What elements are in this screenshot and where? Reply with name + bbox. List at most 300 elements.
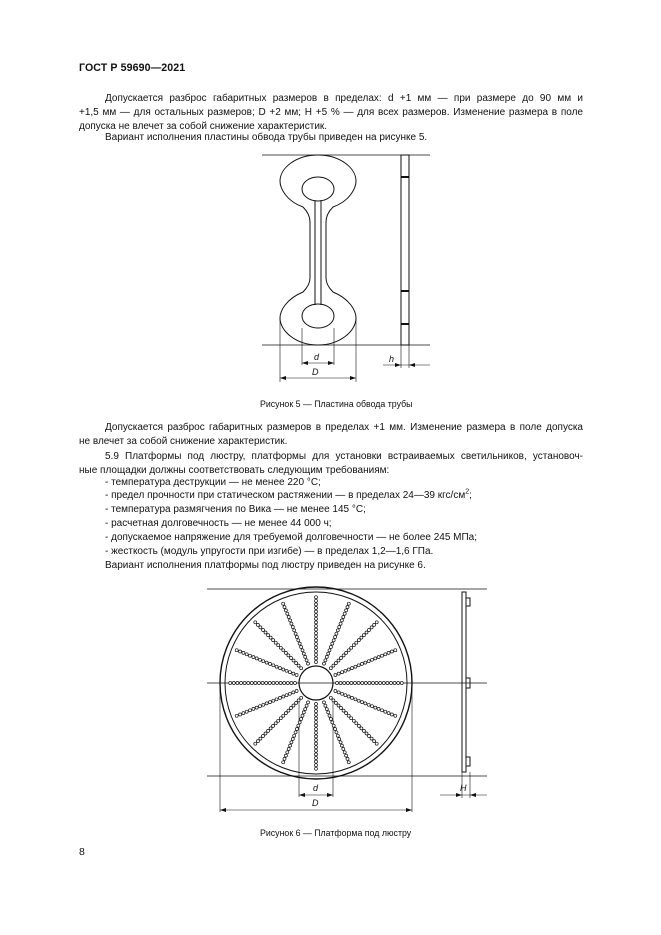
spoke-bead — [282, 649, 285, 652]
spoke-bead — [315, 764, 318, 767]
spoke-bead — [393, 682, 396, 685]
spoke-bead — [337, 691, 340, 694]
spoke-bead — [368, 735, 371, 738]
spoke-bead — [295, 728, 298, 731]
spoke-bead — [279, 646, 282, 649]
paragraph-line: +1,5 мм — для остальных размеров; D +2 мм; H +5 % — для всех размеров. Изменение размера в поле — [79, 107, 583, 118]
spoke-bead — [315, 703, 318, 706]
spoke-bead — [297, 639, 300, 642]
spoke-bead — [315, 728, 318, 731]
spoke-bead — [390, 682, 393, 685]
spoke-bead — [269, 701, 272, 704]
spoke-bead — [239, 650, 242, 653]
spoke-bead — [243, 682, 246, 685]
fig6-label-H: H — [460, 783, 467, 793]
spoke-bead — [298, 642, 301, 645]
paragraph-line: Допускается разброс габаритных размеров в пределах +1 мм. Изменение размера в поле допуска — [105, 422, 583, 433]
spoke-bead — [295, 662, 298, 665]
spoke-bead — [315, 724, 318, 727]
spoke-bead — [334, 701, 337, 704]
fig5-upper-hole — [302, 177, 334, 201]
spoke-bead — [334, 662, 337, 665]
spoke-bead — [265, 661, 268, 664]
spoke-bead — [315, 735, 318, 738]
requirement-item: - температура размягчения по Вика — не менее 145 °C; — [105, 504, 366, 515]
spoke-bead — [347, 668, 350, 671]
paragraph-line: 5.9 Платформы под люстру, платформы для установки встраиваемых светильников, установоч- — [105, 451, 583, 462]
spoke-bead — [275, 698, 278, 701]
spoke-bead — [315, 653, 318, 656]
spoke-bead — [240, 682, 243, 685]
spoke-bead — [324, 704, 327, 707]
spoke-bead — [343, 751, 346, 754]
spoke-bead — [315, 646, 318, 649]
spoke-bead — [304, 708, 307, 711]
spoke-bead — [297, 699, 300, 702]
spoke-bead — [300, 646, 303, 649]
spoke-bead — [301, 649, 304, 652]
spoke-bead — [295, 701, 298, 704]
spoke-bead — [373, 623, 376, 626]
spoke-bead — [360, 636, 363, 639]
spoke-bead — [300, 696, 303, 699]
spoke-bead — [290, 657, 293, 660]
spoke-bead — [332, 664, 335, 667]
spoke-bead — [339, 682, 342, 685]
spoke-bead — [288, 692, 291, 695]
spoke-bead — [315, 599, 318, 602]
spoke-bead — [328, 714, 331, 717]
spoke-bead — [285, 694, 288, 697]
spoke-bead — [254, 682, 257, 685]
spoke-bead — [247, 682, 250, 685]
spoke-bead — [344, 694, 347, 697]
spoke-bead — [287, 654, 290, 657]
spoke-bead — [292, 691, 295, 694]
spoke-bead — [355, 641, 358, 644]
spoke-bead — [264, 631, 267, 634]
spoke-bead — [350, 646, 353, 649]
spoke-bead — [344, 669, 347, 672]
spoke-bead — [364, 661, 367, 664]
spoke-bead — [329, 667, 332, 670]
spoke-bead — [272, 664, 275, 667]
spoke-bead — [269, 636, 272, 639]
spoke-bead — [375, 621, 378, 624]
spoke-bead — [287, 616, 290, 619]
spoke-bead — [274, 722, 277, 725]
figure5-caption: Рисунок 5 — Пластина обвода трубы — [260, 399, 413, 409]
spoke-bead — [294, 632, 297, 635]
spoke-bead — [343, 682, 346, 685]
fig5-side-view — [401, 155, 409, 345]
requirement-item: - расчетная долговечность — не менее 44 000 ч; — [105, 518, 332, 529]
spoke-bead — [377, 656, 380, 659]
spoke-bead — [291, 738, 294, 741]
spoke-bead — [307, 662, 310, 665]
spoke-bead — [272, 639, 275, 642]
spoke-bead — [254, 621, 257, 624]
figure6-caption: Рисунок 6 — Платформа под люстру — [260, 828, 412, 838]
spoke-bead — [229, 682, 232, 685]
spoke-bead — [274, 641, 277, 644]
spoke-bead — [351, 696, 354, 699]
spoke-bead — [327, 652, 330, 655]
spoke-bead — [315, 639, 318, 642]
spoke-bead — [262, 660, 265, 663]
spoke-bead — [368, 682, 371, 685]
spoke-bead — [315, 607, 318, 610]
spoke-bead — [282, 714, 285, 717]
spoke-bead — [293, 734, 296, 737]
spoke-bead — [367, 703, 370, 706]
spoke-bead — [302, 652, 305, 655]
spoke-bead — [315, 713, 318, 716]
spoke-bead — [294, 682, 297, 685]
spoke-bead — [336, 629, 339, 632]
spoke-bead — [323, 662, 326, 665]
fig5-label-D: D — [312, 367, 319, 377]
spoke-bead — [284, 609, 287, 612]
spoke-bead — [252, 707, 255, 710]
spoke-bead — [289, 744, 292, 747]
spoke-bead — [262, 735, 265, 738]
spoke-bead — [245, 653, 248, 656]
spoke-bead — [362, 634, 365, 637]
spoke-bead — [315, 657, 318, 660]
spoke-bead — [301, 714, 304, 717]
spoke-bead — [335, 632, 338, 635]
spoke-bead — [283, 757, 286, 760]
spoke-bead — [279, 717, 282, 720]
spoke-bead — [365, 631, 368, 634]
spoke-bead — [361, 701, 364, 704]
spoke-bead — [390, 713, 393, 716]
spoke-bead — [323, 701, 326, 704]
spoke-bead — [340, 619, 343, 622]
spoke-bead — [347, 602, 350, 605]
spoke-bead — [315, 661, 318, 664]
spoke-bead — [286, 612, 289, 615]
spoke-bead — [292, 672, 295, 675]
spoke-bead — [346, 757, 349, 760]
fig5-label-h: h — [389, 354, 395, 364]
spoke-bead — [315, 710, 318, 713]
spoke-bead — [394, 714, 397, 717]
spoke-bead — [331, 721, 334, 724]
spoke-bead — [357, 664, 360, 667]
spoke-bead — [282, 695, 285, 698]
paragraph-figure6-ref: Вариант исполнения платформы под люстру приведен на рисунке 6. — [105, 560, 426, 571]
spoke-bead — [315, 628, 318, 631]
spoke-bead — [331, 642, 334, 645]
spoke-bead — [295, 636, 298, 639]
fig5-lower-hole — [302, 304, 334, 328]
spoke-bead — [350, 717, 353, 720]
spoke-bead — [329, 646, 332, 649]
spoke-bead — [290, 741, 293, 744]
spoke-bead — [337, 672, 340, 675]
spoke-bead — [337, 704, 340, 707]
spoke-bead — [361, 682, 364, 685]
spoke-bead — [315, 717, 318, 720]
paragraph-line: допуска не влечет за собой снижение характеристик. — [79, 121, 328, 132]
spoke-bead — [334, 728, 337, 731]
spoke-bead — [264, 732, 267, 735]
spoke-bead — [343, 612, 346, 615]
spoke-bead — [265, 702, 268, 705]
spoke-bead — [284, 651, 287, 654]
paragraph-line: Допускается разброс габаритных размеров в пределах: d +1 мм — при размере до 90 мм и — [105, 93, 583, 104]
spoke-bead — [340, 744, 343, 747]
spoke-bead — [265, 682, 268, 685]
spoke-bead — [291, 626, 294, 629]
spoke-bead — [367, 660, 370, 663]
spoke-bead — [397, 682, 400, 685]
spoke-bead — [327, 711, 330, 714]
spoke-bead — [283, 606, 286, 609]
spoke-bead — [282, 761, 285, 764]
spoke-bead — [315, 739, 318, 742]
spoke-bead — [305, 659, 308, 662]
spoke-bead — [267, 634, 270, 637]
fig5-plate-outline — [280, 155, 356, 345]
spoke-bead — [347, 649, 350, 652]
spoke-bead — [315, 767, 318, 770]
spoke-bead — [352, 644, 355, 647]
spoke-bead — [371, 658, 374, 661]
spoke-bead — [339, 741, 342, 744]
spoke-bead — [315, 614, 318, 617]
spoke-bead — [298, 721, 301, 724]
spoke-bead — [262, 703, 265, 706]
spoke-bead — [387, 651, 390, 654]
spoke-bead — [334, 674, 337, 677]
spoke-bead — [347, 714, 350, 717]
spoke-bead — [336, 682, 339, 685]
document-header: ГОСТ Р 59690—2021 — [79, 62, 186, 74]
spoke-bead — [254, 742, 257, 745]
spoke-bead — [315, 621, 318, 624]
spoke-bead — [345, 651, 348, 654]
spoke-bead — [258, 682, 261, 685]
spoke-bead — [357, 724, 360, 727]
spoke-bead — [307, 701, 310, 704]
spoke-bead — [315, 731, 318, 734]
spoke-bead — [300, 667, 303, 670]
spoke-bead — [384, 710, 387, 713]
spoke-bead — [351, 667, 354, 670]
spoke-bead — [286, 751, 289, 754]
spoke-bead — [250, 682, 253, 685]
spoke-bead — [362, 729, 365, 732]
fig6-label-d: d — [313, 783, 319, 793]
spoke-bead — [377, 707, 380, 710]
spoke-bead — [315, 650, 318, 653]
spoke-bead — [305, 704, 308, 707]
spoke-bead — [315, 746, 318, 749]
spoke-bead — [337, 659, 340, 662]
spoke-bead — [382, 682, 385, 685]
spoke-bead — [315, 610, 318, 613]
spoke-bead — [365, 732, 368, 735]
spoke-bead — [340, 657, 343, 660]
spoke-bead — [357, 699, 360, 702]
spoke-bead — [287, 709, 290, 712]
spoke-bead — [347, 761, 350, 764]
spoke-bead — [285, 669, 288, 672]
spoke-bead — [374, 706, 377, 709]
requirement-item: - жесткость (модуль упругости при изгибе) — в пределах 1,2—1,6 ГПа. — [105, 546, 434, 557]
spoke-bead — [315, 643, 318, 646]
spoke-bead — [400, 682, 403, 685]
spoke-bead — [332, 699, 335, 702]
spoke-bead — [315, 625, 318, 628]
spoke-bead — [368, 629, 371, 632]
spoke-bead — [345, 754, 348, 757]
requirement-item: - предел прочности при статическом растяжении — в пределах 24—39 кгс/$см^2$; — [105, 488, 472, 501]
spoke-bead — [357, 639, 360, 642]
spoke-bead — [329, 696, 332, 699]
spoke-bead — [262, 629, 265, 632]
spoke-bead — [235, 649, 238, 652]
spoke-bead — [325, 655, 328, 658]
paragraph-line: не влечет за собой снижение характеристик. — [79, 436, 288, 447]
spoke-bead — [381, 709, 384, 712]
spoke-bead — [256, 623, 259, 626]
spoke-bead — [242, 651, 245, 654]
spoke-bead — [350, 682, 353, 685]
spoke-bead — [277, 644, 280, 647]
spoke-bead — [288, 671, 291, 674]
spoke-bead — [341, 692, 344, 695]
spoke-bead — [284, 712, 287, 715]
spoke-bead — [242, 712, 245, 715]
spoke-bead — [357, 682, 360, 685]
spoke-bead — [261, 682, 264, 685]
spoke-bead — [315, 749, 318, 752]
spoke-bead — [364, 682, 367, 685]
spoke-bead — [315, 753, 318, 756]
spoke-bead — [354, 665, 357, 668]
spoke-bead — [235, 714, 238, 717]
spoke-bead — [289, 619, 292, 622]
spoke-bead — [329, 718, 332, 721]
spoke-bead — [279, 682, 282, 685]
spoke-bead — [283, 682, 286, 685]
spoke-bead — [282, 668, 285, 671]
spoke-bead — [324, 659, 327, 662]
paragraph-line: ные площадки должны соответствовать следующим требованиям: — [79, 465, 390, 476]
spoke-bead — [315, 596, 318, 599]
spoke-bead — [315, 760, 318, 763]
spoke-bead — [297, 664, 300, 667]
spoke-bead — [371, 705, 374, 708]
spoke-bead — [290, 622, 293, 625]
spoke-bead — [294, 731, 297, 734]
paragraph-figure5-ref: Вариант исполнения пластины обвода трубы приведен на рисунке 5. — [105, 132, 428, 143]
spoke-bead — [334, 690, 337, 693]
spoke-bead — [352, 719, 355, 722]
spoke-bead — [364, 702, 367, 705]
requirement-item: - допускаемое напряжение для требуемой долговечности — не более 245 МПа; — [105, 532, 478, 543]
spoke-bead — [338, 626, 341, 629]
spoke-bead — [272, 682, 275, 685]
spoke-bead — [268, 682, 271, 685]
spoke-bead — [239, 713, 242, 716]
spoke-bead — [332, 639, 335, 642]
spoke-bead — [255, 657, 258, 660]
fig6-side-view — [462, 592, 466, 772]
spoke-bead — [304, 655, 307, 658]
spoke-bead — [345, 712, 348, 715]
spoke-bead — [342, 709, 345, 712]
spoke-bead — [259, 705, 262, 708]
spoke-bead — [269, 662, 272, 665]
spoke-bead — [279, 667, 282, 670]
spoke-bead — [292, 704, 295, 707]
spoke-bead — [315, 742, 318, 745]
spoke-bead — [338, 738, 341, 741]
spoke-bead — [259, 626, 262, 629]
spoke-bead — [249, 709, 252, 712]
spoke-bead — [332, 724, 335, 727]
spoke-bead — [259, 658, 262, 661]
spoke-bead — [272, 724, 275, 727]
spoke-bead — [355, 722, 358, 725]
spoke-bead — [276, 682, 279, 685]
spoke-bead — [300, 718, 303, 721]
spoke-bead — [297, 724, 300, 727]
spoke-bead — [340, 707, 343, 710]
spoke-bead — [315, 635, 318, 638]
spoke-bead — [375, 682, 378, 685]
fig6-label-D: D — [312, 798, 319, 808]
spoke-bead — [315, 617, 318, 620]
spoke-bead — [394, 649, 397, 652]
spoke-bead — [259, 737, 262, 740]
spoke-bead — [370, 626, 373, 629]
spoke-bead — [381, 654, 384, 657]
spoke-bead — [236, 682, 239, 685]
spoke-bead — [386, 682, 389, 685]
spoke-bead — [387, 712, 390, 715]
spoke-bead — [315, 757, 318, 760]
spoke-bead — [252, 656, 255, 659]
spoke-bead — [293, 629, 296, 632]
spoke-bead — [287, 748, 290, 751]
spoke-bead — [390, 650, 393, 653]
spoke-bead — [295, 690, 298, 693]
spoke-bead — [342, 654, 345, 657]
spoke-bead — [375, 742, 378, 745]
spoke-bead — [342, 748, 345, 751]
spoke-bead — [339, 622, 342, 625]
spoke-bead — [315, 603, 318, 606]
spoke-bead — [255, 706, 258, 709]
spoke-bead — [249, 654, 252, 657]
spoke-bead — [336, 734, 339, 737]
spoke-bead — [279, 696, 282, 699]
spoke-bead — [272, 699, 275, 702]
spoke-bead — [372, 682, 375, 685]
spoke-bead — [315, 632, 318, 635]
spoke-bead — [302, 711, 305, 714]
spoke-bead — [282, 602, 285, 605]
spoke-bead — [341, 671, 344, 674]
spoke-bead — [345, 609, 348, 612]
spoke-bead — [277, 719, 280, 722]
